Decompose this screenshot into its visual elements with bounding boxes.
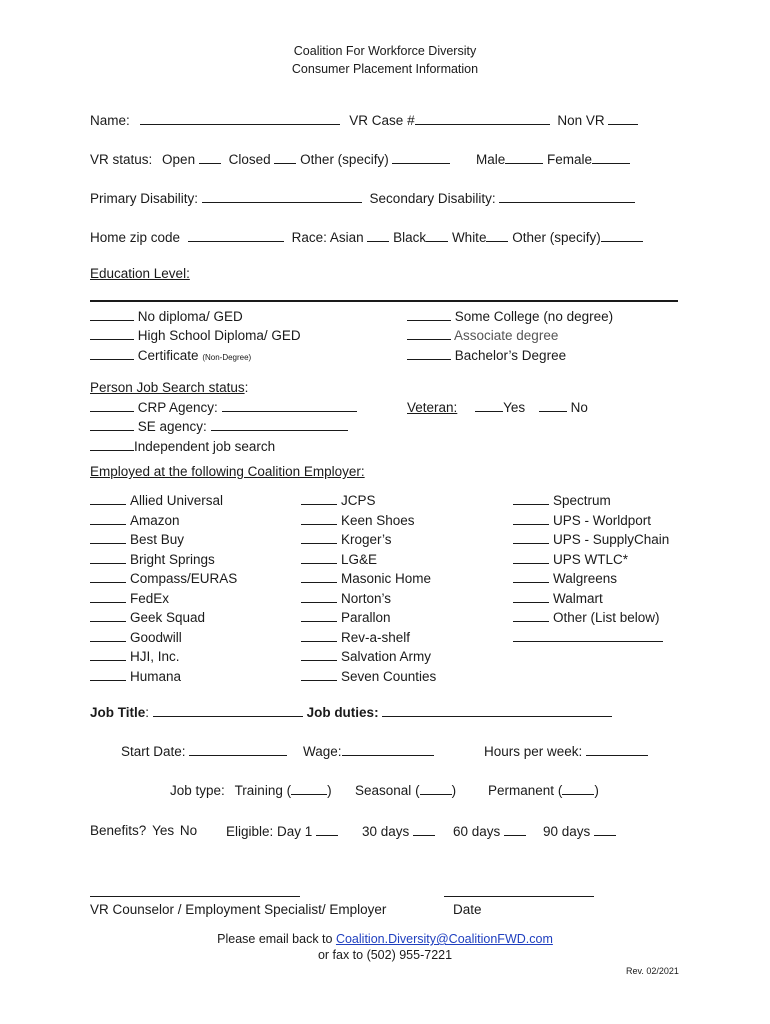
job-title-row: Job Title: Job duties: [90, 704, 612, 720]
employer-checkbox[interactable] [90, 492, 126, 505]
employer-item: Geek Squad [90, 608, 237, 628]
independent-checkbox[interactable] [90, 438, 134, 451]
days60-field[interactable] [504, 823, 526, 836]
employer-item: Spectrum [513, 491, 669, 511]
education-divider [90, 300, 678, 302]
wage-row [303, 743, 434, 759]
non-vr-label: Non VR [557, 113, 605, 128]
edu-right-item: Bachelor’s Degree [407, 347, 566, 363]
crp-agency-row: CRP Agency: [90, 399, 357, 415]
education-heading: Education Level: [90, 266, 190, 281]
zip-label: Home zip code [90, 230, 181, 245]
training-field[interactable]: ( ) [286, 783, 332, 798]
permanent-row [488, 782, 599, 798]
employer-checkbox[interactable] [90, 590, 126, 603]
form-subtitle: Consumer Placement Information [291, 62, 479, 76]
employer-item: UPS - SupplyChain [513, 530, 669, 550]
counselor-signature-line[interactable] [90, 896, 300, 897]
employer-other-field-row [513, 628, 669, 648]
employer-checkbox[interactable] [90, 668, 126, 681]
hours-field[interactable] [586, 743, 648, 756]
start-date-label: Start Date: [121, 744, 186, 759]
white-label: White [451, 230, 487, 245]
employer-item: JCPS [301, 491, 436, 511]
employer-checkbox[interactable] [90, 570, 126, 583]
edu-checkbox[interactable] [407, 308, 451, 321]
employer-item: Other (List below) [513, 608, 669, 628]
other-race-label: Other (specify) [512, 230, 601, 245]
employer-checkbox[interactable] [513, 492, 549, 505]
crp-checkbox[interactable] [90, 399, 134, 412]
gender-row [476, 151, 630, 167]
veteran-no-field[interactable] [539, 399, 567, 412]
benefits-no[interactable]: No [179, 823, 198, 838]
edu-checkbox[interactable] [90, 308, 134, 321]
primary-disability-field[interactable] [202, 190, 362, 203]
employer-checkbox[interactable] [301, 531, 337, 544]
permanent-label: Permanent [488, 783, 555, 798]
job-type-row [170, 782, 332, 798]
permanent-field[interactable]: ( ) [557, 783, 599, 798]
revision-label: Rev. 02/2021 [626, 966, 679, 976]
employer-item: Goodwill [90, 628, 237, 648]
employer-checkbox[interactable] [90, 531, 126, 544]
black-label: Black [393, 230, 427, 245]
employer-checkbox[interactable] [301, 492, 337, 505]
zip-field[interactable] [188, 229, 284, 242]
secondary-disability-label: Secondary Disability: [369, 191, 496, 206]
job-title-label: Job Title [90, 705, 146, 720]
employer-item: Salvation Army [301, 647, 436, 667]
name-label: Name: [90, 113, 130, 128]
job-title-field[interactable] [153, 704, 303, 717]
employer-item: HJI, Inc. [90, 647, 237, 667]
employer-item: Walmart [513, 589, 669, 609]
employer-column-3 [513, 491, 669, 647]
edu-left-item: High School Diploma/ GED [90, 327, 301, 343]
other-status-field[interactable] [392, 151, 450, 164]
employer-checkbox[interactable] [90, 551, 126, 564]
wage-field[interactable] [342, 743, 434, 756]
other-race-field[interactable] [601, 229, 643, 242]
crp-agency-field[interactable] [222, 399, 357, 412]
male-label: Male [476, 152, 506, 167]
vr-case-label: VR Case # [349, 113, 415, 128]
employer-checkbox[interactable] [301, 590, 337, 603]
benefits-row [90, 823, 197, 838]
employer-checkbox[interactable] [513, 609, 549, 622]
counselor-label: VR Counselor / Employment Specialist/ Employer [90, 902, 387, 917]
date-signature-line[interactable] [444, 896, 594, 897]
closed-label: Closed [228, 152, 271, 167]
day1-field[interactable] [316, 823, 338, 836]
employer-item: Allied Universal [90, 491, 237, 511]
job-duties-field[interactable] [382, 704, 612, 717]
zip-race-row [90, 229, 643, 245]
female-label: Female [547, 152, 593, 167]
asian-field[interactable] [367, 229, 389, 242]
form-title: Coalition For Workforce Diversity [293, 44, 477, 58]
benefits-label: Benefits? [90, 823, 147, 838]
hours-label: Hours per week: [484, 744, 583, 759]
employer-checkbox[interactable] [90, 609, 126, 622]
employer-item: UPS - Worldport [513, 511, 669, 531]
employer-item: Rev-a-shelf [301, 628, 436, 648]
seasonal-row [355, 782, 456, 798]
edu-checkbox[interactable] [407, 327, 451, 340]
employer-item: Norton’s [301, 589, 436, 609]
training-label: Training [234, 783, 283, 798]
email-line [0, 932, 770, 946]
black-field[interactable] [426, 229, 448, 242]
vr-case-field[interactable] [415, 112, 550, 125]
employer-item: Seven Counties [301, 667, 436, 687]
employer-item: Humana [90, 667, 237, 687]
open-field[interactable] [199, 151, 221, 164]
employer-item: LG&E [301, 550, 436, 570]
job-search-heading: Person Job Search status: [90, 380, 249, 395]
employer-item: Bright Springs [90, 550, 237, 570]
employer-item: Amazon [90, 511, 237, 531]
edu-left-item: No diploma/ GED [90, 308, 243, 324]
employer-checkbox[interactable] [90, 648, 126, 661]
employer-item: Best Buy [90, 530, 237, 550]
employer-other-field[interactable] [513, 629, 663, 642]
employer-checkbox[interactable] [513, 531, 549, 544]
white-field[interactable] [486, 229, 508, 242]
vr-status-label: VR status: [90, 152, 153, 167]
edu-checkbox[interactable] [90, 347, 134, 360]
hours-row [484, 743, 648, 759]
employer-item: Walgreens [513, 569, 669, 589]
days90-row: 90 days [543, 823, 616, 839]
name-field[interactable] [140, 112, 340, 125]
start-date-field[interactable] [189, 743, 287, 756]
employer-checkbox[interactable] [513, 590, 549, 603]
job-duties-label: Job duties: [306, 705, 379, 720]
employer-checkbox[interactable] [513, 512, 549, 525]
email-prefix: Please email back to [217, 932, 333, 946]
employer-checkbox[interactable] [301, 609, 337, 622]
employer-item: FedEx [90, 589, 237, 609]
employer-checkbox[interactable] [90, 512, 126, 525]
employer-column-1 [90, 491, 237, 686]
veteran-label: Veteran: [407, 400, 458, 415]
employer-checkbox[interactable] [301, 570, 337, 583]
employer-item: Masonic Home [301, 569, 436, 589]
employer-item: Kroger’s [301, 530, 436, 550]
employer-item: UPS WTLC* [513, 550, 669, 570]
employer-checkbox[interactable] [301, 648, 337, 661]
employer-item: Compass/EURAS [90, 569, 237, 589]
se-agency-row: SE agency: [90, 418, 348, 434]
employer-item: Keen Shoes [301, 511, 436, 531]
benefits-yes[interactable]: Yes [152, 823, 175, 838]
days60-row: 60 days [453, 823, 526, 839]
eligible-label: Eligible: Day 1 [226, 824, 313, 839]
male-field[interactable] [505, 151, 543, 164]
non-vr-field[interactable] [608, 112, 638, 125]
edu-right-item: Associate degree [407, 327, 558, 343]
open-label: Open [162, 152, 196, 167]
wage-label: Wage: [303, 744, 342, 759]
employer-checkbox[interactable] [90, 629, 126, 642]
vr-status-row [90, 151, 450, 167]
job-type-label: Job type: [170, 783, 225, 798]
employers-heading: Employed at the following Coalition Employer: [90, 464, 365, 479]
fax-line: or fax to (502) 955-7221 [317, 948, 453, 962]
employer-checkbox[interactable] [513, 570, 549, 583]
edu-checkbox[interactable] [407, 347, 451, 360]
employer-checkbox[interactable] [513, 551, 549, 564]
closed-field[interactable] [274, 151, 296, 164]
date-label: Date [453, 902, 482, 917]
edu-right-item: Some College (no degree) [407, 308, 613, 324]
edu-left-item: Certificate (Non-Degree) [90, 347, 251, 363]
veteran-yes-field[interactable] [475, 399, 503, 412]
employer-item: Parallon [301, 608, 436, 628]
edu-checkbox[interactable] [90, 327, 134, 340]
days30-field[interactable] [413, 823, 435, 836]
independent-search-row: Independent job search [90, 438, 275, 454]
primary-disability-label: Primary Disability: [90, 191, 199, 206]
seasonal-label: Seasonal [355, 783, 412, 798]
name-row [90, 112, 638, 128]
veteran-row: Veteran: Yes No [407, 400, 588, 415]
employer-checkbox[interactable] [301, 551, 337, 564]
days90-field[interactable] [594, 823, 616, 836]
seasonal-field[interactable]: ( ) [415, 783, 457, 798]
days30-row: 30 days [362, 823, 435, 839]
employer-checkbox[interactable] [301, 629, 337, 642]
female-field[interactable] [592, 151, 630, 164]
non-degree-note: (Non-Degree) [202, 353, 252, 362]
eligible-row [226, 823, 338, 839]
disability-row [90, 190, 635, 206]
employer-checkbox[interactable] [301, 512, 337, 525]
secondary-disability-field[interactable] [499, 190, 635, 203]
se-agency-field[interactable] [211, 418, 348, 431]
email-link[interactable]: Coalition.Diversity@CoalitionFWD.com [335, 932, 553, 946]
start-date-row [121, 743, 287, 759]
other-status-label: Other (specify) [300, 152, 389, 167]
se-checkbox[interactable] [90, 418, 134, 431]
employer-column-2 [301, 491, 436, 686]
race-asian-label: Race: Asian [291, 230, 364, 245]
employer-checkbox[interactable] [301, 668, 337, 681]
